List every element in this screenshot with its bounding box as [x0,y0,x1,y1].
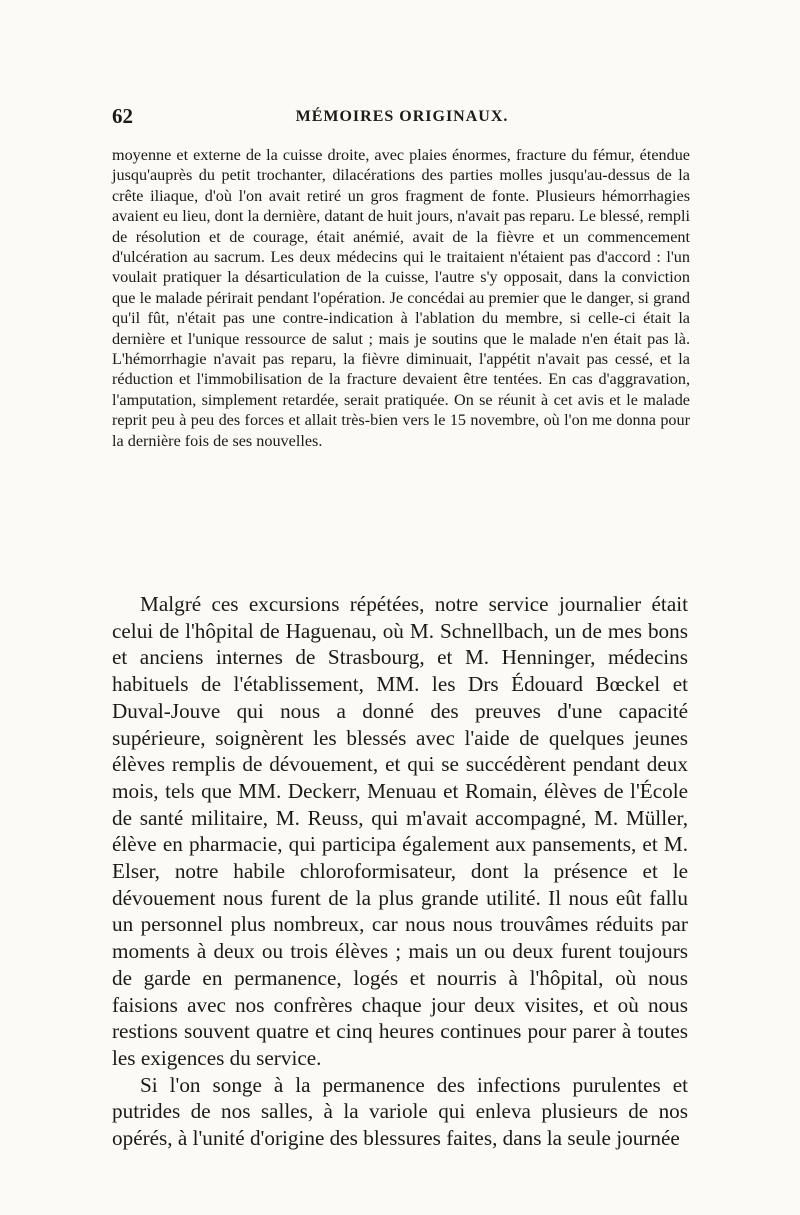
running-title: MÉMOIRES ORIGINAUX. [295,108,509,125]
main-text-block [112,591,688,1152]
body-paragraph-2: Si l'on songe à la permanence des infections purulentes et putrides de nos salles, à la variole qui enleva plusieurs de nos opérés, à l'unité d'origine des blessures faites, dans la seule journée [112,1072,688,1151]
small-paragraph: moyenne et externe de la cuisse droite, avec plaies énormes, fracture du fémur, étendue jusqu'auprès du petit trochanter, dilacérations des parties molles jusqu'au-dessus de la crête iliaque, d'où l'on avait retiré un gros fragment de fonte. Plusieurs hémorrhagies avaient eu lieu, dont la dernière, datant de huit jours, n'avait pas reparu. Le blessé, rempli de résolution et de courage, était anémié, avait de la fièvre et un commencement d'ulcération au sacrum. Les deux médecins qui le traitaient n'étaient pas d'accord : l'un voulait pratiquer la désarticulation de la cuisse, l'autre s'y opposait, dans la conviction que le malade périrait pendant l'opération. Je concédai au premier que le danger, si grand qu'il fût, n'était pas une contre-indication à l'ablation du membre, si celle-ci était la dernière et l'unique ressource de salut ; mais je soutins que le malade n'en était pas là. L'hémorrhagie n'avait pas reparu, la fièvre diminuait, l'appétit n'avait pas cessé, et la réduction et l'immobilisation de la fracture devaient être tentées. En cas d'aggravation, l'amputation, simplement retardée, serait pratiquée. On se réunit à cet avis et le malade reprit peu à peu des forces et allait très-bien vers le 15 novembre, où l'on me donna pour la dernière fois de ses nouvelles. [112,146,690,450]
body-paragraph-1: Malgré ces excursions répétées, notre service journalier était celui de l'hôpital de Haguenau, où M. Schnellbach, un de mes bons et anciens internes de Strasbourg, et M. Henninger, médecins habituels de l'établissement, MM. les Drs Édouard Bœckel et Duval-Jouve qui nous a donné des preuves d'une capacité supérieure, soignèrent les blessés avec l'aide de quelques jeunes élèves remplis de dévouement, et qui se succédèrent pendant deux mois, tels que MM. Deckerr, Menuau et Romain, élèves de l'École de santé militaire, M. Reuss, qui m'avait accompagné, M. Müller, élève en pharmacie, qui participa également aux pansements, et M. Elser, notre habile chloroformisateur, dont la présence et le dévouement nous furent de la plus grande utilité. Il nous eût fallu un personnel plus nombreux, car nous nous trouvâmes réduits par moments à deux ou trois élèves ; mais un ou deux furent toujours de garde en permanence, logés et nourris à l'hôpital, où nous faisions avec nos confrères chaque jour deux visites, et où nous restions souvent quatre et cinq heures continues pour parer à toutes les exigences du service. [112,592,688,1070]
page-header [112,104,692,130]
page-number: 62 [112,104,133,128]
small-text-block [112,145,690,451]
